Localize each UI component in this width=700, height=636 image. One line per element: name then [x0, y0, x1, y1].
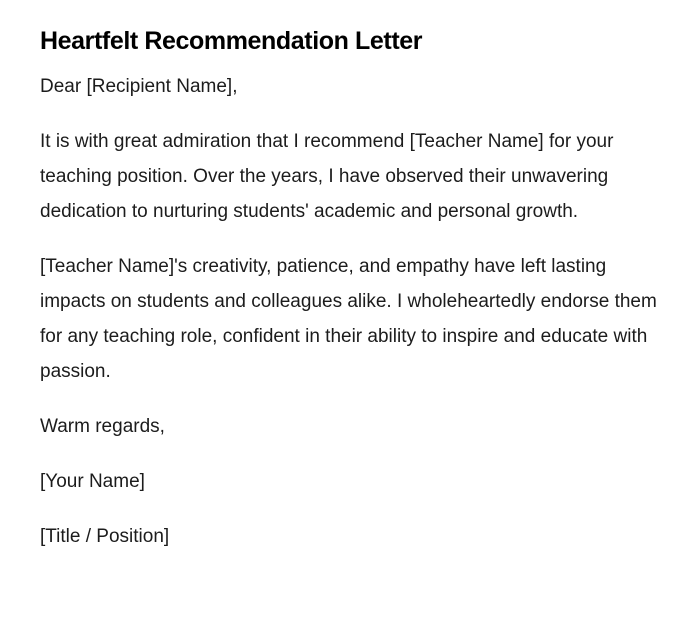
signature-title: [Title / Position] [40, 526, 170, 547]
salutation: Dear [Recipient Name], [40, 76, 238, 97]
body-paragraph-1: It is with great admiration that I recommend [Teacher Name] for your teaching position. Over the years, I have observed their unwavering dedication to nurturing students' academic and personal growth. [40, 131, 614, 222]
letter-title: Heartfelt Recommendation Letter [40, 27, 423, 55]
body-paragraph-2: [Teacher Name]'s creativity, patience, and empathy have left lasting impacts on students and colleagues alike. I wholeheartedly endorse them for any teaching role, confident in their ability to inspire and educate with passion. [40, 256, 657, 382]
closing: Warm regards, [40, 416, 165, 437]
signature-name: [Your Name] [40, 471, 145, 492]
